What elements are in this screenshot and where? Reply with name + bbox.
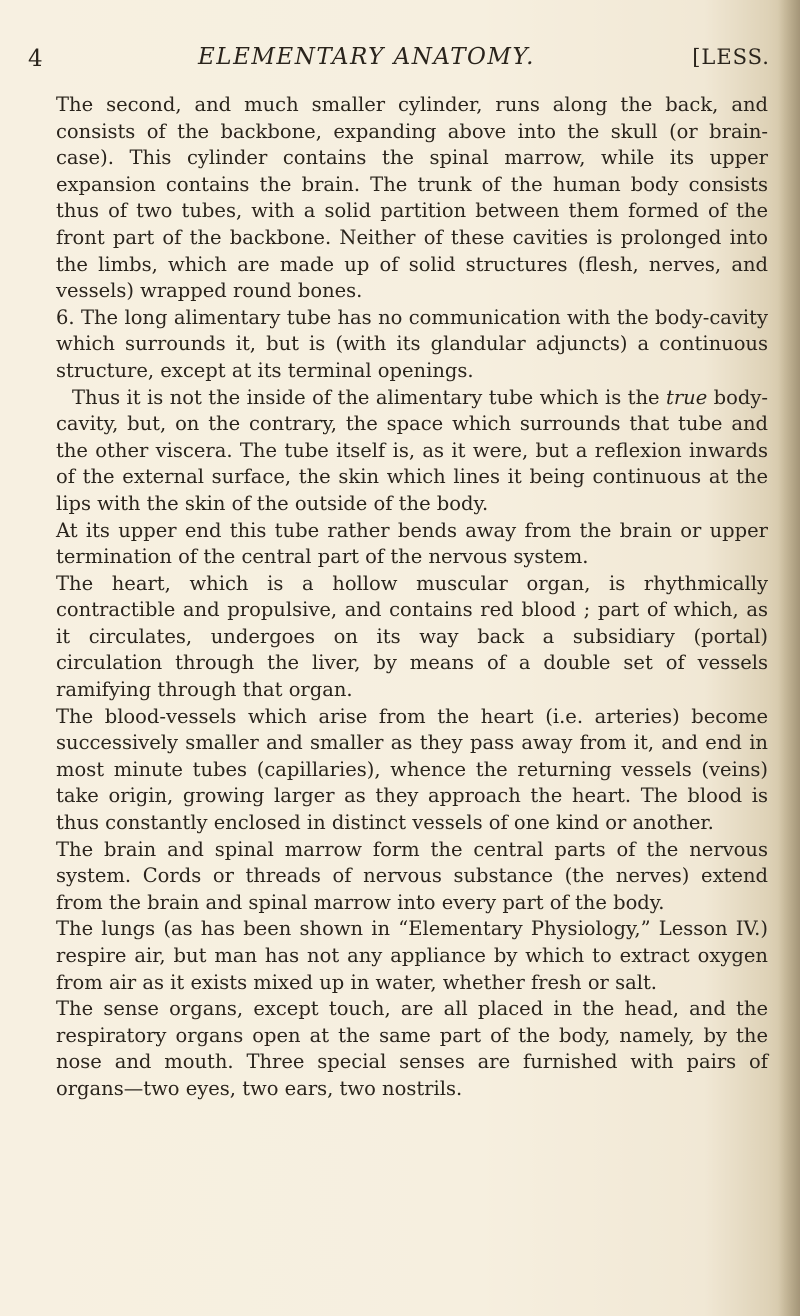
running-header bbox=[28, 40, 770, 80]
paragraph-sense-organs: The sense organs, except touch, are all placed in the head, and the respiratory organs open at the same part of the body, namely, by the nose and mouth. Three special senses are furnished with pairs of organs—two eyes, two ears, two nostrils. bbox=[56, 997, 768, 1100]
text-run: body-cavity, but, on the contrary, the space which surrounds that tube and the other viscera. The tube itself is, as it were, but a reflexion inwards of the external surface, the skin which lines it being continuous at the lips with the skin of the outside of the body. bbox=[56, 385, 768, 515]
running-title: ELEMENTARY ANATOMY. bbox=[198, 44, 535, 70]
page-edge-shadow bbox=[778, 0, 800, 1316]
paragraph-true-body-cavity bbox=[56, 385, 768, 518]
section-mark: [LESS. bbox=[692, 45, 770, 69]
italic-true: true bbox=[666, 385, 708, 409]
paragraph-upper-end: At its upper end this tube rather bends away from the brain or upper termination of the central part of the nervous system. bbox=[56, 518, 768, 569]
paragraph-heart: The heart, which is a hollow muscular organ, is rhythmically contractible and propulsive, and contains red blood ; part of which, as it circulates, undergoes on its way back a subsidiary (portal) circulation through the liver, by means of a double set of vessels ramifying through that organ. bbox=[56, 571, 768, 702]
paragraph-second-cylinder: The second, and much smaller cylinder, runs along the back, and consists of the backbone, expanding above into the skull (or brain-case). This cylinder contains the spinal marrow, while its upper expansion contains the brain. The trunk of the human body consists thus of two tubes, with a solid partition between them formed of the front part of the backbone. Neither of these cavities is prolonged into the limbs, which are made up of solid structures (flesh, nerves, and vessels) wrapped round bones. bbox=[56, 93, 768, 303]
paragraph-blood-vessels: The blood-vessels which arise from the heart (i.e. arteries) become successively smaller and smaller as they pass away from it, and end in most minute tubes (capillaries), whence the returning vessels (veins) take origin, growing larger as they approach the heart. The blood is thus constantly enclosed in distinct vessels of one kind or another. bbox=[56, 704, 768, 835]
paragraph-lungs: The lungs (as has been shown in “Elementary Physiology,” Lesson IV.) respire air, but man has not any appliance by which to extract oxygen from air as it exists mixed up in water, whether fresh or salt. bbox=[56, 917, 768, 994]
text-run: Thus it is not the inside of the alimentary tube which is the bbox=[72, 385, 666, 409]
paragraph-alimentary-tube: 6. The long alimentary tube has no communication with the body-cavity which surrounds it, but is (with its glandular adjuncts) a continuous structure, except at its terminal openings. bbox=[56, 305, 768, 382]
paragraph-nervous-system: The brain and spinal marrow form the central parts of the nervous system. Cords or threads of nervous substance (the nerves) extend from the brain and spinal marrow into every part of the body. bbox=[56, 837, 768, 914]
body-text bbox=[56, 92, 768, 1103]
page-number: 4 bbox=[28, 46, 43, 72]
